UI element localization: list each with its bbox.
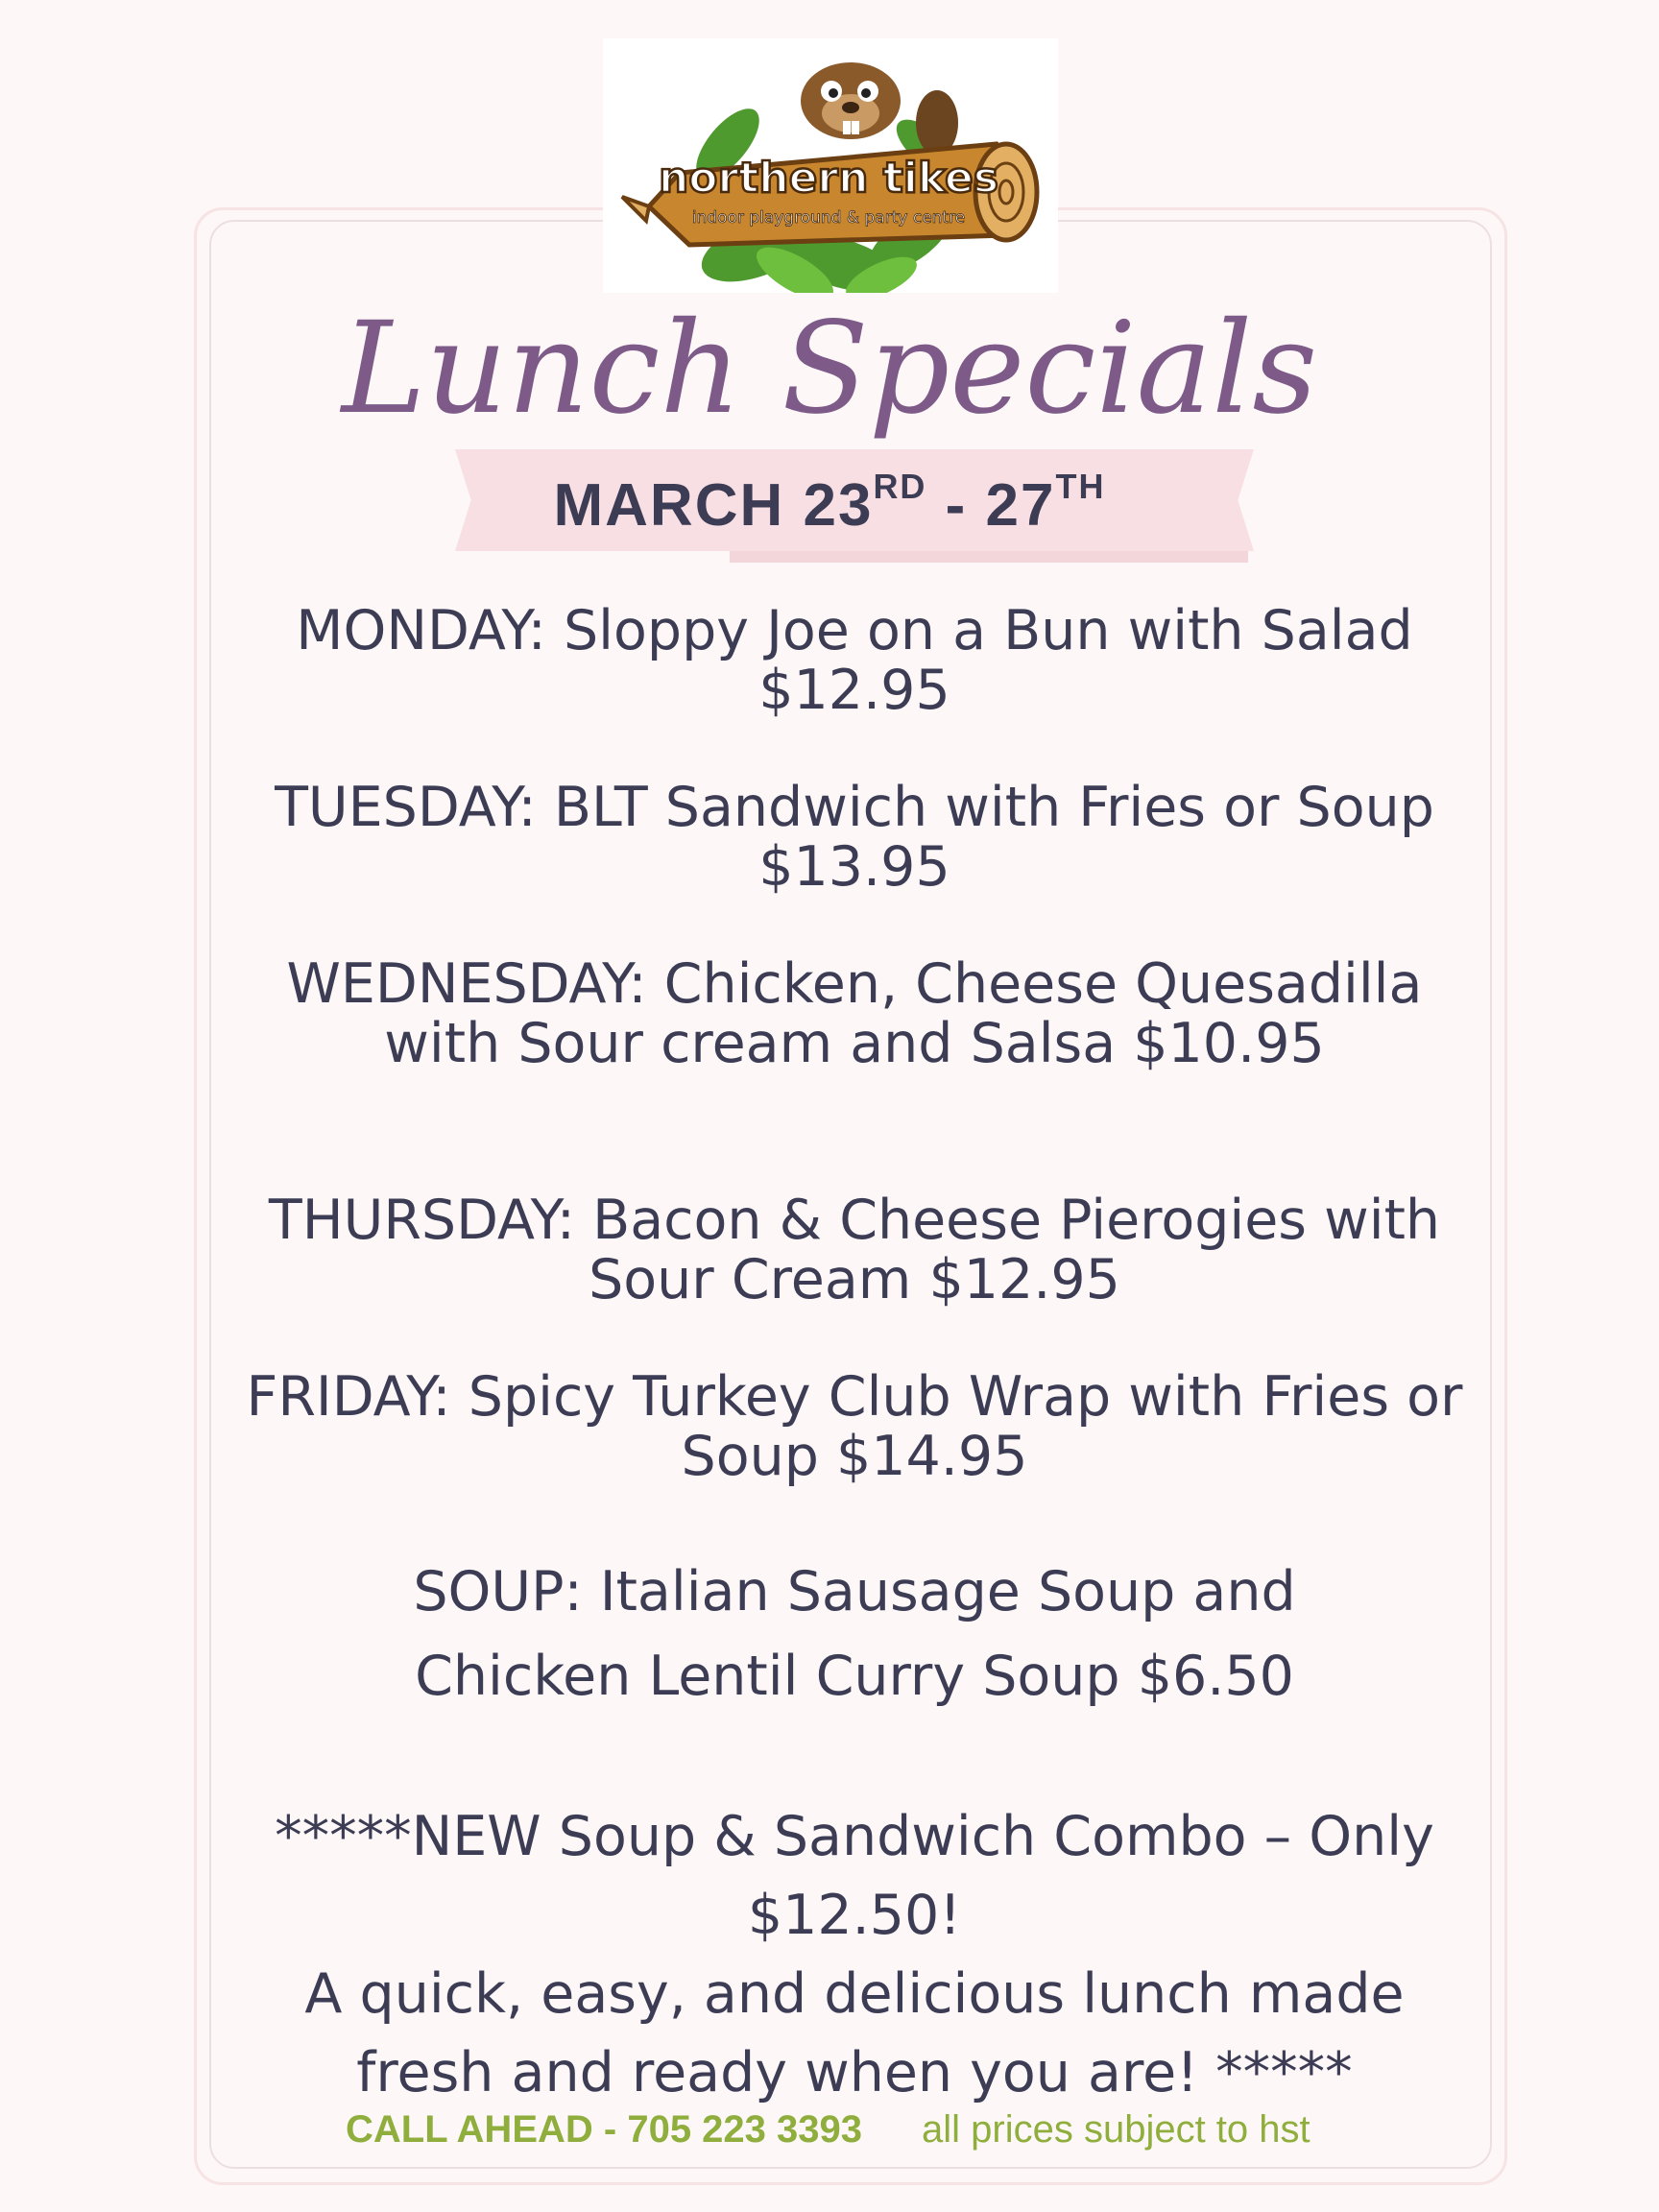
date-start-suffix: RD [873, 467, 927, 506]
menu-item-monday: MONDAY: Sloppy Joe on a Bun with Salad $12.95 [296, 599, 1413, 722]
menu-item-thursday: THURSDAY: Bacon & Cheese Pierogies with Sour Cream $12.95 [268, 1189, 1441, 1311]
menu-item-friday: FRIDAY: Spicy Turkey Club Wrap with Fries or Soup $14.95 [246, 1365, 1463, 1488]
combo-line-1: *****NEW Soup & Sandwich Combo – Only [275, 1805, 1434, 1868]
logo-tagline: indoor playground & party centre [691, 208, 966, 228]
soup-line-1: SOUP: Italian Sausage Soup and [413, 1560, 1296, 1623]
logo-name: northern tikes [658, 154, 999, 203]
tax-note: all prices subject to hst [922, 2108, 1310, 2151]
date-end-suffix: TH [1055, 467, 1106, 506]
footer [0, 2108, 1659, 2162]
menu-item-wednesday: WEDNESDAY: Chicken, Cheese Quesadilla with Sour cream and Salsa $10.95 [286, 952, 1423, 1075]
northern-tikes-logo [603, 38, 1058, 293]
lunch-specials-title: Lunch Specials [341, 295, 1318, 443]
combo-line-3: A quick, easy, and delicious lunch made [304, 1962, 1405, 2026]
combo-line-4: fresh and ready when you are! ***** [356, 2041, 1353, 2104]
call-ahead-phone: CALL AHEAD - 705 223 3393 [346, 2108, 863, 2151]
date-start: MARCH 23 [553, 472, 874, 539]
menu-item-tuesday: TUESDAY: BLT Sandwich with Fries or Soup $13.95 [275, 776, 1434, 899]
date-end: - 27 [926, 472, 1056, 539]
combo-line-2: $12.50! [747, 1884, 962, 1947]
date-range [0, 467, 1659, 540]
soup-line-2: Chicken Lentil Curry Soup $6.50 [415, 1645, 1294, 1708]
